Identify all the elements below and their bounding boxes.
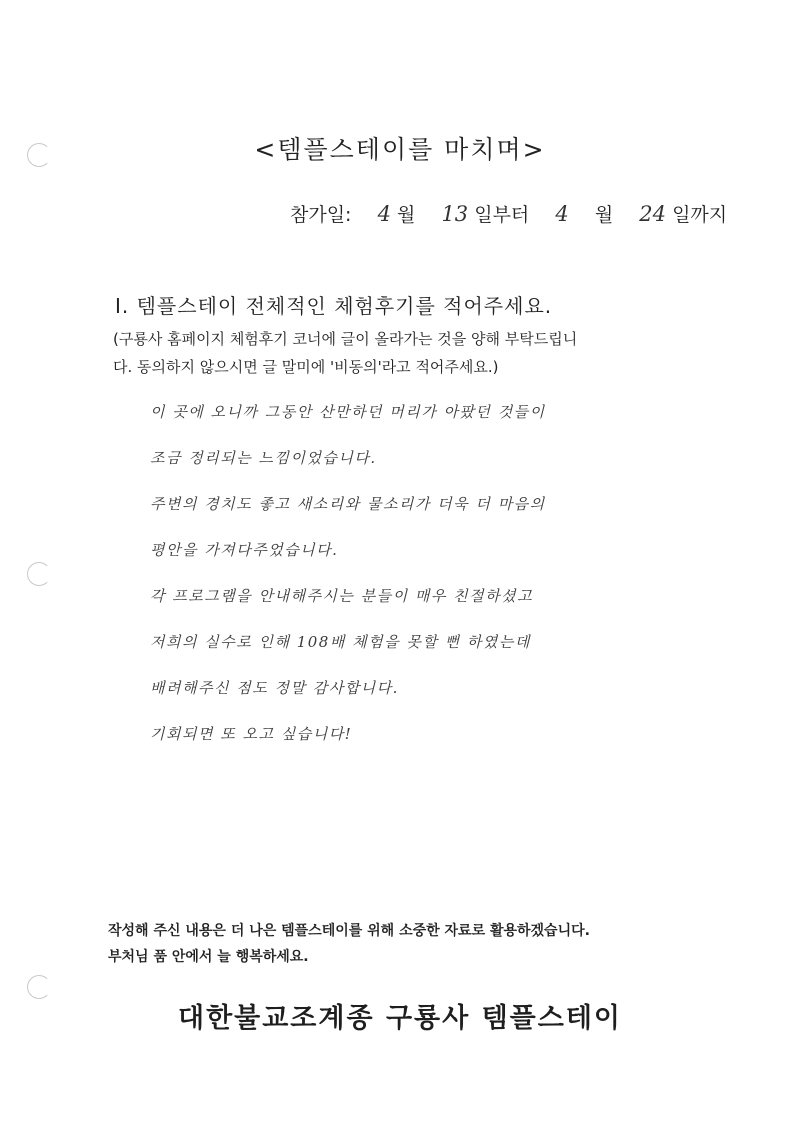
start-month-value: 4 xyxy=(377,202,391,226)
handwritten-answer xyxy=(150,392,710,760)
organization-name: 대한불교조계종 구룡사 템플스테이 xyxy=(177,1003,623,1034)
from-text: 일부터 xyxy=(474,204,530,226)
answer-line: 각 프로그램을 안내해주시는 분들이 매우 친절하셨고 xyxy=(150,587,534,605)
month-unit: 월 xyxy=(396,204,416,226)
answer-line: 이 곳에 오니까 그동안 산만하던 머리가 아팠던 것들이 xyxy=(150,403,546,421)
end-month-value: 4 xyxy=(555,202,569,226)
answer-line: 조금 정리되는 느낌이었습니다. xyxy=(150,449,377,467)
binder-hole xyxy=(27,562,51,586)
footer-blessing: 부처님 품 안에서 늘 행복하세요. xyxy=(108,949,309,965)
footer-note: 작성해 주신 내용은 더 나은 템플스테이를 위해 소중한 자료로 활용하겠습니다. xyxy=(108,923,590,939)
start-day-value: 13 xyxy=(441,202,469,226)
question-note-line: 다. 동의하지 않으시면 글 말미에 '비동의'라고 적어주세요.) xyxy=(113,358,499,376)
participation-label: 참가일: xyxy=(290,204,352,226)
question-title: I. 템플스테이 전체적인 체험후기를 적어주세요. xyxy=(115,294,553,318)
until-text: 일까지 xyxy=(672,204,728,226)
question-note xyxy=(113,325,713,381)
participation-date-line xyxy=(290,200,727,227)
page-title: <템플스테이를 마치며> xyxy=(254,135,546,164)
end-day-value: 24 xyxy=(639,202,667,226)
answer-line: 저희의 실수로 인해 108배 체험을 못할 뻔 하였는데 xyxy=(150,633,531,651)
answer-line: 배려해주신 점도 정말 감사합니다. xyxy=(150,679,399,697)
month-unit: 월 xyxy=(594,204,614,226)
answer-line: 평안을 가져다주었습니다. xyxy=(150,541,339,559)
answer-line: 주변의 경치도 좋고 새소리와 물소리가 더욱 더 마음의 xyxy=(150,495,546,513)
question-note-line: (구룡사 홈페이지 체험후기 코너에 글이 올라가는 것을 양해 부탁드립니 xyxy=(113,330,578,348)
answer-line: 기회되면 또 오고 싶습니다! xyxy=(150,725,353,743)
